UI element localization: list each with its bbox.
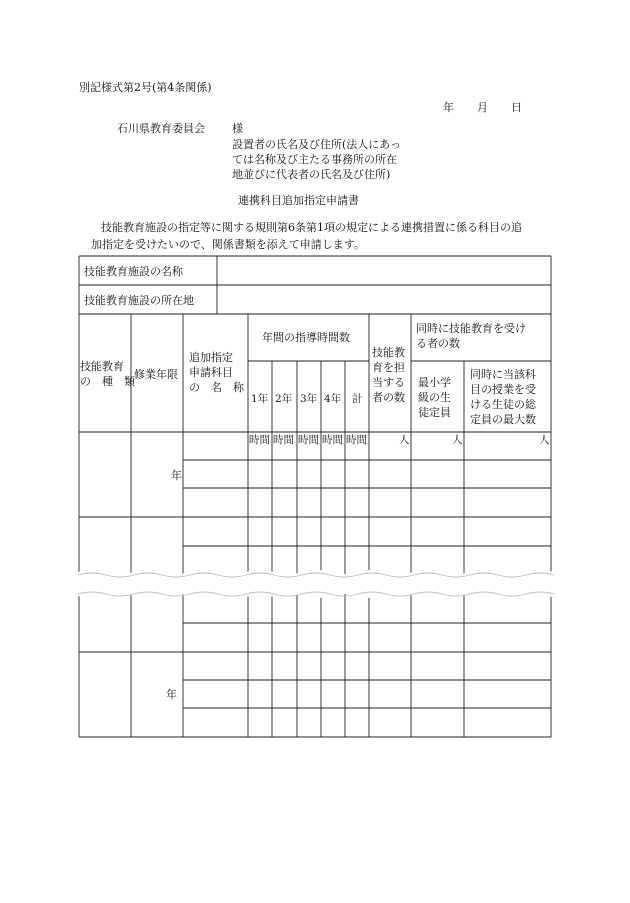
concurrent-label-line-2: る者の数	[416, 337, 460, 350]
grade-1-label: 1年	[251, 393, 269, 405]
honorific: 様	[232, 122, 243, 135]
teachers-label-line-4: 者の数	[372, 391, 405, 404]
person-unit-max: 人	[539, 434, 550, 446]
hour-unit-total: 時間	[346, 434, 367, 446]
body-line-1: 技能教育施設の指定等に関する規則第6条第1項の規定による連携措置に係る科目の追	[101, 221, 522, 234]
year-unit-upper: 年	[171, 469, 182, 482]
grade-4-label: 4年	[324, 393, 342, 405]
teachers-label-line-2: 育を担	[372, 361, 405, 374]
form-number: 別記様式第2号(第4条関係)	[79, 81, 212, 94]
min-label-line-2: 級の生	[418, 391, 451, 404]
type-label-line-2: の 種 類	[80, 375, 135, 388]
grade-2-label: 2年	[275, 393, 293, 405]
facility-name-label: 技能教育施設の名称	[84, 265, 183, 278]
date-year-label: 年	[443, 101, 454, 114]
concurrent-label-line-1: 同時に技能教育を受け	[416, 322, 526, 335]
type-label-line-1: 技能教育	[80, 360, 124, 373]
date-month-label: 月	[477, 101, 488, 114]
grade-total-label: 計	[352, 393, 363, 405]
max-label-line-4: 定員の最大数	[470, 413, 536, 426]
person-unit-min: 人	[452, 434, 463, 446]
hour-unit-grade-2: 時間	[273, 434, 294, 446]
max-label-line-1: 同時に当該科	[470, 368, 536, 381]
hour-unit-grade-1: 時間	[249, 434, 270, 446]
max-label-line-2: 目の授業を受	[470, 383, 536, 396]
max-label-line-3: ける生徒の総	[470, 398, 536, 411]
annual-hours-label: 年間の指導時間数	[262, 331, 350, 344]
applicant-line-1: 設置者の氏名及び住所(法人にあっ	[232, 138, 402, 151]
subject-label-line-1: 追加指定	[189, 351, 233, 364]
document-title: 連携科目追加指定申請書	[238, 194, 359, 207]
applicant-line-3: 地並びに代表者の氏名及び住所)	[232, 168, 391, 181]
min-label-line-3: 徒定員	[418, 406, 451, 419]
term-label: 修業年限	[134, 368, 178, 381]
body-line-2: 加指定を受けたいので、関係書類を添えて申請します。	[91, 238, 365, 251]
hour-unit-grade-4: 時間	[322, 434, 343, 446]
subject-label-line-2: 申請科目	[189, 366, 233, 379]
min-label-line-1: 最小学	[418, 376, 451, 389]
date-day-label: 日	[511, 101, 522, 114]
omission-break	[78, 570, 554, 598]
grade-3-label: 3年	[300, 393, 318, 405]
teachers-label-line-1: 技能教	[372, 346, 405, 359]
hour-unit-grade-3: 時間	[298, 434, 319, 446]
person-unit-teachers: 人	[399, 434, 410, 446]
facility-location-label: 技能教育施設の所在地	[84, 294, 194, 307]
applicant-line-2: ては名称及び主たる事務所の所在	[232, 153, 397, 166]
teachers-label-line-3: 当する	[372, 376, 405, 389]
year-unit-lower: 年	[166, 688, 177, 701]
subject-label-line-3: の 名 称	[189, 381, 244, 394]
addressee: 石川県教育委員会	[117, 122, 205, 135]
